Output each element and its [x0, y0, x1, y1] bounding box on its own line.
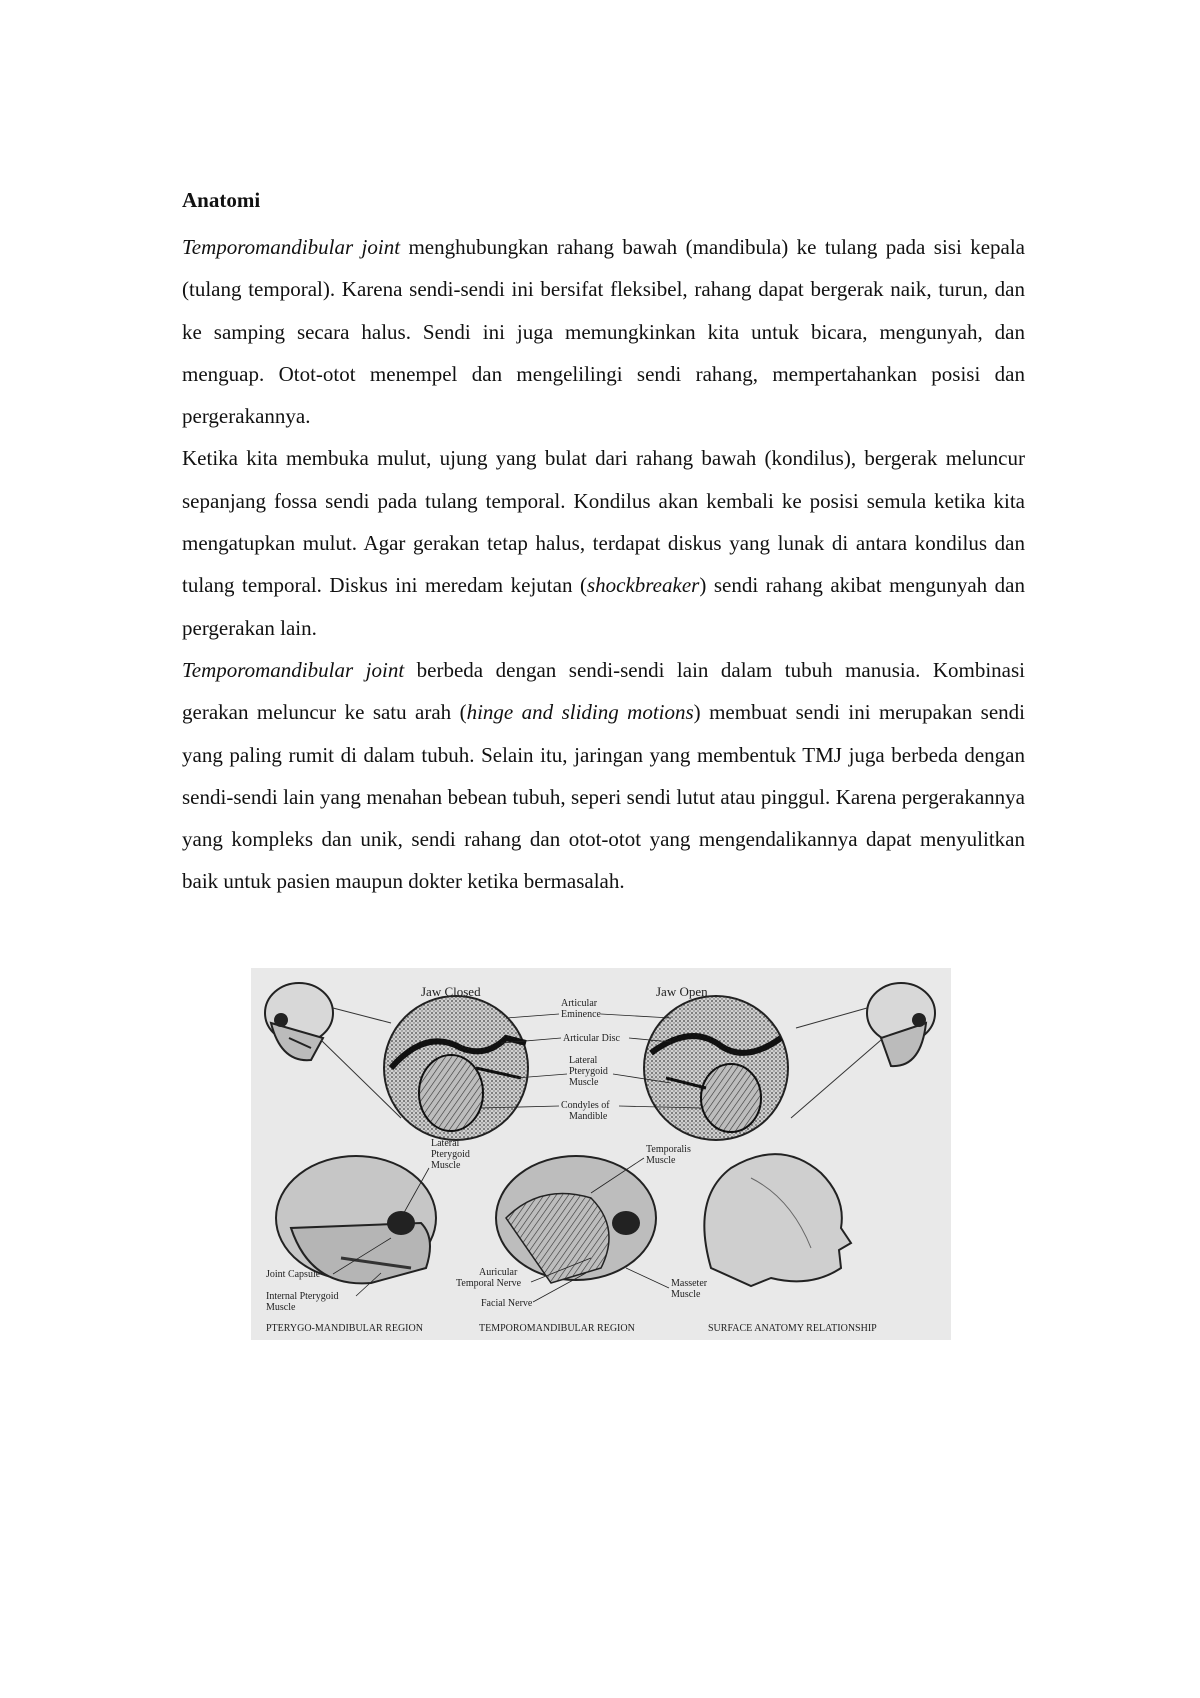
paragraph-1 [182, 226, 1025, 437]
lateral-pterygoid-top-label-3: Muscle [569, 1077, 599, 1088]
paragraph-1-text: menghubungkan rahang bawah (mandibula) ke tulang pada sisi kepala (tulang temporal). Karena sendi-sendi ini bersifat fleksibel, rahang dapat bergerak naik, turun, dan ke samping secara halus. Sendi ini juga memungkinkan kita untuk bicara, mengunyah, dan menguap. Otot-otot menempel dan mengelilingi sendi rahang, mempertahankan posisi dan pergerakannya. [182, 235, 1025, 429]
internal-pterygoid-label-2: Muscle [266, 1302, 296, 1313]
paragraph-3 [182, 649, 1025, 903]
facial-nerve-label: Facial Nerve [481, 1298, 533, 1309]
section-heading: Anatomi [182, 188, 261, 212]
masseter-label-1: Masseter [671, 1278, 708, 1289]
body-text [182, 226, 1025, 903]
internal-pterygoid-label-1: Internal Pterygoid [266, 1291, 339, 1302]
paragraph-3-emphasis-1: Temporomandibular joint [182, 657, 405, 682]
auricular-label-1: Auricular [479, 1267, 518, 1278]
auricular-label-2: Temporal Nerve [456, 1278, 522, 1289]
paragraph-3-text-b: ) membuat sendi ini merupakan sendi yang paling rumit di dalam tubuh. Selain itu, jaringan yang membentuk TMJ juga berbeda dengan sendi-sendi lain yang menahan bebean tubuh, seperi sendi lutut atau pinggul. Karena pergerakannya yang kompleks dan unik, sendi rahang dan otot-otot yang mengendalikannya dapat menyulitkan baik untuk pasien maupun dokter ketika bermasalah. [182, 700, 1025, 894]
paragraph-2-text-a: Ketika kita membuka mulut, ujung yang bulat dari rahang bawah (kondilus), bergerak meluncur sepanjang fossa sendi pada tulang temporal. Kondilus akan kembali ke posisi semula ketika kita mengatupkan mulut. Agar gerakan tetap halus, terdapat diskus yang lunak di antara kondilus dan tulang temporal. Diskus ini meredam kejutan ( [182, 446, 1025, 598]
joint-capsule-label: Joint Capsule [266, 1269, 321, 1280]
tmj-anatomy-figure [251, 968, 951, 1340]
condyles-label-2: Mandible [569, 1111, 608, 1122]
skull-small-right-icon [867, 983, 935, 1066]
pterygo-mandibular-skull-icon [276, 1156, 436, 1283]
paragraph-3-emphasis-2: hinge and sliding motions [466, 700, 694, 725]
lateral-pterygoid-bottom-label-1: Lateral [431, 1138, 460, 1149]
lateral-pterygoid-bottom-label-3: Muscle [431, 1160, 461, 1171]
caption-pterygo-mandibular: PTERYGO-MANDIBULAR REGION [266, 1323, 423, 1334]
lateral-pterygoid-top-label-2: Pterygoid [569, 1066, 608, 1077]
temporalis-label-2: Muscle [646, 1155, 676, 1166]
articular-eminence-label-2: Eminence [561, 1009, 601, 1020]
paragraph-3-text-a: berbeda dengan sendi-sendi lain dalam tubuh manusia. Kombinasi gerakan meluncur ke satu arah ( [182, 657, 1025, 725]
paragraph-2 [182, 437, 1025, 648]
articular-disc-label: Articular Disc [563, 1033, 620, 1044]
tmj-illustration [251, 968, 951, 1340]
caption-temporomandibular: TEMPOROMANDIBULAR REGION [479, 1323, 635, 1334]
jaw-closed-label: Jaw Closed [421, 984, 481, 999]
articular-eminence-label-1: Articular [561, 998, 598, 1009]
skull-small-left-icon [265, 983, 333, 1060]
condyles-label-1: Condyles of [561, 1100, 610, 1111]
paragraph-2-text-b: ) sendi rahang akibat mengunyah dan pergerakan lain. [182, 573, 1025, 640]
surface-anatomy-head-icon [704, 1154, 851, 1286]
paragraph-2-emphasis: shockbreaker [586, 573, 700, 598]
lateral-pterygoid-top-label-1: Lateral [569, 1055, 598, 1066]
jaw-open-label: Jaw Open [656, 984, 708, 999]
masseter-label-2: Muscle [671, 1289, 701, 1300]
lateral-pterygoid-bottom-label-2: Pterygoid [431, 1149, 470, 1160]
temporalis-label-1: Temporalis [646, 1144, 691, 1155]
caption-surface-anatomy: SURFACE ANATOMY RELATIONSHIP [708, 1323, 877, 1334]
paragraph-1-emphasis: Temporomandibular joint [182, 235, 401, 259]
